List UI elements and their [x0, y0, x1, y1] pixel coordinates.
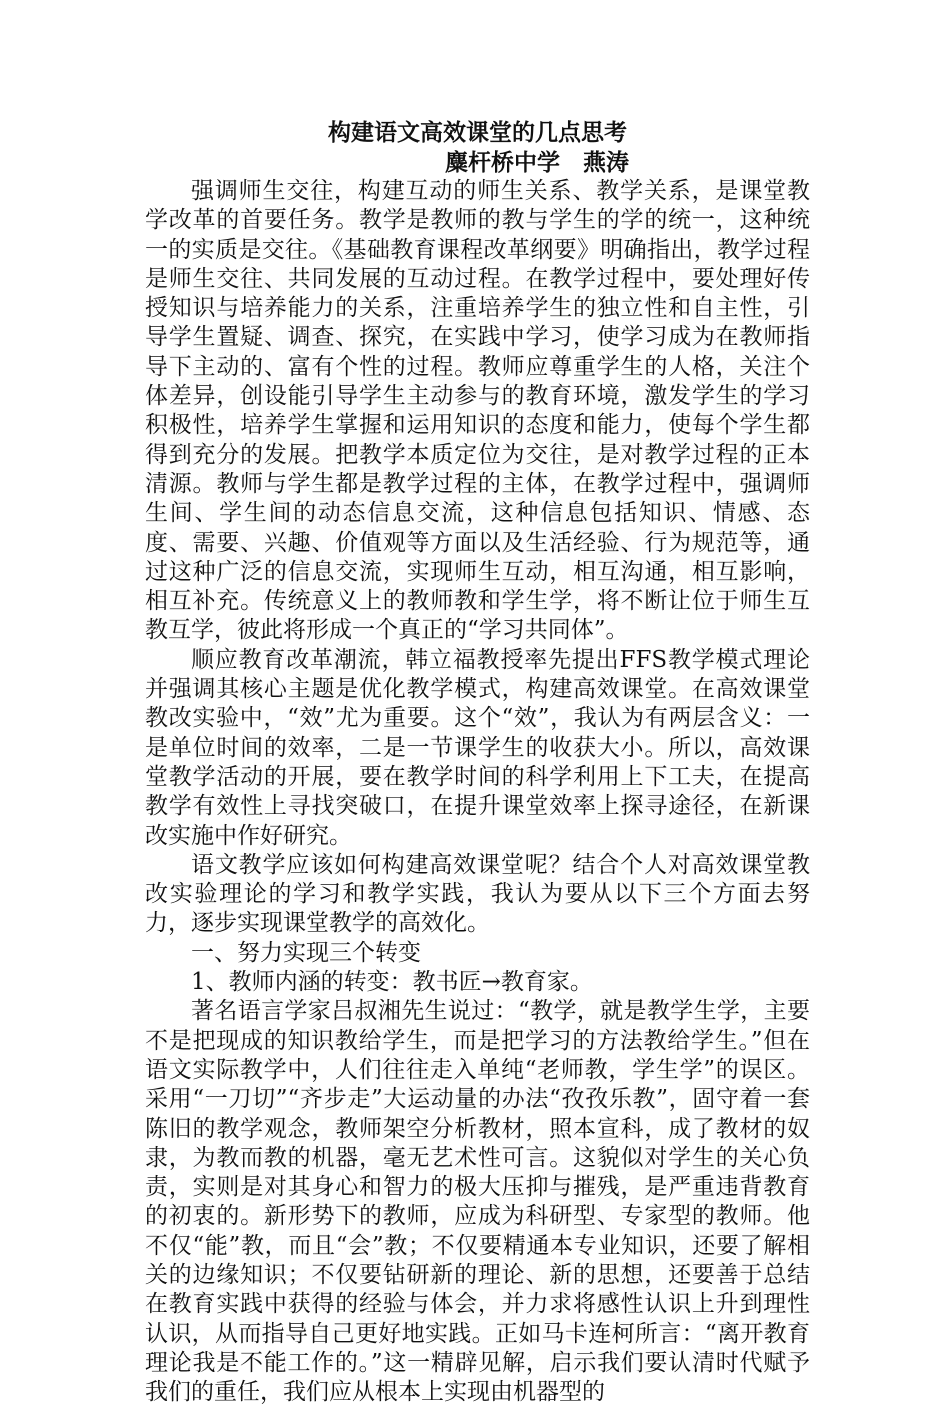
paragraph-3: 语文教学应该如何构建高效课堂呢？结合个人对高效课堂教改实验理论的学习和教学实践，我认为要从以下三个方面去努力，逐步实现课堂教学的高效化。	[145, 851, 810, 937]
document-title: 构建语文高效课堂的几点思考	[328, 119, 627, 146]
document-page	[145, 118, 810, 1407]
paragraph-1: 强调师生交往，构建互动的师生关系、教学关系，是课堂教学改革的首要任务。教学是教师的教与学生的学的统一，这种统一的实质是交往。《基础教育课程改革纲要》明确指出，教学过程是师生交往、共同发展的互动过程。在教学过程中，要处理好传授知识与培养能力的关系，注重培养学生的独立性和自主性，引导学生置疑、调查、探究，在实践中学习，使学习成为在教师指导下主动的、富有个性的过程。教师应尊重学生的人格，关注个体差异，创设能引导学生主动参与的教育环境，激发学生的学习积极性，培养学生掌握和运用知识的态度和能力，使每个学生都得到充分的发展。把教学本质定位为交往，是对教学过程的正本清源。教师与学生都是教学过程的主体，在教学过程中，强调师生间、学生间的动态信息交流，这种信息包括知识、情感、态度、需要、兴趣、价值观等方面以及生活经验、行为规范等，通过这种广泛的信息交流，实现师生互动，相互沟通，相互影响，相互补充。传统意义上的教师教和学生学，将不断让位于师生互教互学，彼此将形成一个真正的“学习共同体”。	[145, 178, 810, 644]
subsection-heading-1: 1、教师内涵的转变：教书匠→教育家。	[191, 969, 593, 996]
section-heading-1: 一、努力实现三个转变	[191, 939, 421, 966]
paragraph-4: 著名语言学家吕叔湘先生说过：“教学，就是教学生学，主要不是把现成的知识教给学生，而是把学习的方法教给学生。”但在语文实际教学中，人们往往走入单纯“老师教，学生学”的误区。采用“一刀切”“齐步走”大运动量的办法“孜孜乐教”，固守着一套陈旧的教学观念，教师架空分析教材，照本宣科，成了教材的奴隶，为教而教的机器，毫无艺术性可言。这貌似对学生的关心负责，实则是对其身心和智力的极大压抑与摧残，是严重违背教育的初衷的。新形势下的教师，应成为科研型、专家型的教师。他不仅“能”教，而且“会”教；不仅要精通本专业知识，还要了解相关的边缘知识；不仅要钻研新的理论、新的思想，还要善于总结在教育实践中获得的经验与体会，并力求将感性认识上升到理性认识，从而指导自己更好地实践。正如马卡连柯所言：“离开教育理论我是不能工作的。”这一精辟见解，启示我们要认清时代赋予我们的重任，我们应从根本上实现由机器型的	[145, 998, 810, 1406]
document-author: 麋杆桥中学 燕涛	[445, 149, 629, 176]
paragraph-2: 顺应教育改革潮流，韩立福教授率先提出FFS教学模式理论并强调其核心主题是优化教学模式，构建高效课堂。在高效课堂教改实验中，“效”尤为重要。这个“效”，我认为有两层含义：一是单位时间的效率，二是一节课学生的收获大小。所以，高效课堂教学活动的开展，要在教学时间的科学利用上下工夫，在提高教学有效性上寻找突破口，在提升课堂效率上探寻途径，在新课改实施中作好研究。	[145, 646, 810, 849]
